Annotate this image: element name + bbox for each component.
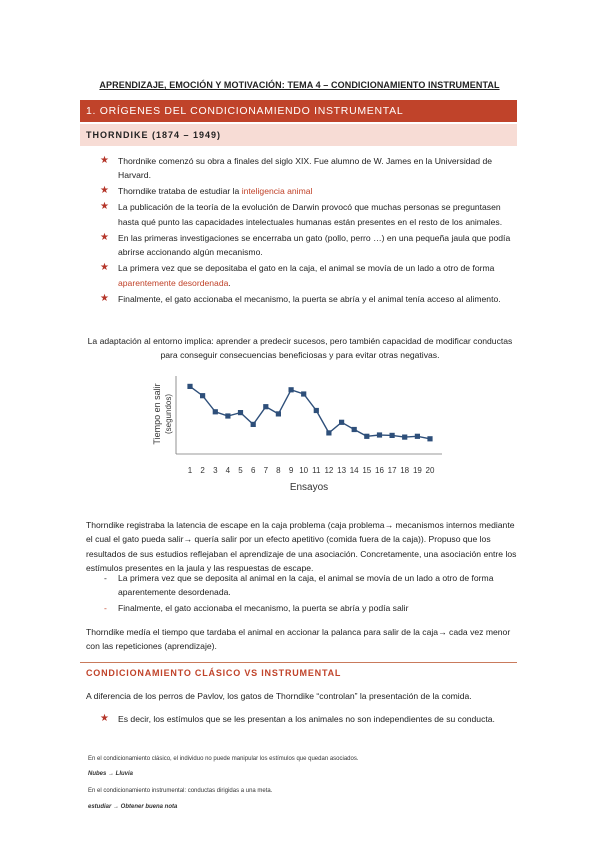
x-tick-label: 6 bbox=[250, 466, 256, 475]
x-tick-label: 14 bbox=[349, 466, 359, 475]
data-point bbox=[289, 387, 294, 392]
x-tick-label: 7 bbox=[263, 466, 269, 475]
data-point bbox=[225, 413, 230, 418]
x-tick-label: 15 bbox=[362, 466, 372, 475]
x-tick-label: 12 bbox=[324, 466, 334, 475]
data-point bbox=[415, 434, 420, 439]
small-note-classical: En el condicionamiento clásico, el individuo no puede manipular los estímulos que quedan asociados. bbox=[88, 756, 359, 762]
x-tick-label: 3 bbox=[213, 466, 218, 475]
small-example-classical: Nubes → Lluvia bbox=[88, 771, 134, 777]
measurement-paragraph: Thorndike medía el tiempo que tardaba el animal en accionar la palanca para salir de la caja→ cada vez menor con las repeticiones (aprendizaje). bbox=[86, 627, 511, 652]
list-item: - Finalmente, el gato accionaba el mecanismo, la puerta se abría y podía salir bbox=[80, 601, 520, 615]
star-icon: ★ bbox=[100, 155, 109, 166]
small-example-instrumental: estudiar → Obtener buena nota bbox=[88, 804, 178, 810]
data-point bbox=[352, 427, 357, 432]
document-title: APRENDIZAJE, EMOCIÓN Y MOTIVACIÓN: TEMA 4 – CONDICIONAMIENTO INSTRUMENTAL bbox=[99, 80, 500, 90]
y-axis-label: Tiempo en salir bbox=[152, 383, 162, 445]
data-point bbox=[200, 393, 205, 398]
data-point bbox=[187, 384, 192, 389]
data-point bbox=[238, 410, 243, 415]
star-icon: ★ bbox=[100, 292, 109, 304]
x-tick-label: 10 bbox=[299, 466, 309, 475]
highlight-text: inteligencia animal bbox=[241, 186, 313, 197]
subsection-header: THORNDIKE (1874 – 1949) bbox=[80, 124, 517, 146]
list-item: ★ Thordnike comenzó su obra a finales del siglo XIX. Fue alumno de W. James en la Universidad de Harvard. bbox=[100, 155, 493, 181]
section-divider bbox=[80, 662, 517, 663]
dash-list bbox=[80, 571, 520, 616]
data-point bbox=[339, 420, 344, 425]
pavlov-paragraph: A diferencia de los perros de Pavlov, los gatos de Thorndike “controlan” la presentación de la comida. bbox=[86, 691, 472, 701]
thorndike-bullet-list bbox=[80, 154, 520, 308]
data-point bbox=[263, 404, 268, 409]
data-point bbox=[301, 391, 306, 396]
x-tick-label: 11 bbox=[312, 466, 321, 475]
data-point bbox=[314, 408, 319, 413]
data-point bbox=[276, 411, 281, 416]
x-tick-label: 13 bbox=[337, 466, 347, 475]
data-point bbox=[427, 436, 432, 441]
y-axis-label-units: (segundos) bbox=[164, 393, 173, 435]
x-tick-label: 17 bbox=[387, 466, 397, 475]
section2-bullet-list bbox=[80, 712, 520, 726]
data-point bbox=[402, 435, 407, 440]
list-item: ★ En las primeras investigaciones se encerraba un gato (pollo, perro …) en una pequeña jaula que podía abrirse accionando algún mecanismo. bbox=[100, 231, 511, 258]
star-icon: ★ bbox=[100, 231, 109, 243]
adaptation-paragraph: La adaptación al entorno implica: aprender a predecir sucesos, pero también capacidad de modificar conductas para conseguir consecuencias beneficiosas y para evitar otras negativas. bbox=[87, 336, 513, 361]
list-item: ★ La publicación de la teoría de la evolución de Darwin provocó que muchas personas se preguntasen hasta qué punto las capacidades intelectuales humanas están presentes en el resto de los animales. bbox=[100, 201, 503, 227]
list-item: - La primera vez que se deposita al animal en la caja, el animal se movía de un lado a otro de forma aparentemente desordenada. bbox=[104, 573, 494, 598]
data-point bbox=[326, 430, 331, 435]
data-point bbox=[364, 434, 369, 439]
list-item: ★ Es decir, los estímulos que se les presentan a los animales no son independientes de su conducta. bbox=[80, 712, 520, 726]
list-item: ★ La primera vez que se depositaba el gato en la caja, el animal se movía de un lado a otro de forma aparentemente desordenada. bbox=[100, 262, 495, 288]
x-tick-label: 18 bbox=[400, 466, 410, 475]
data-point bbox=[377, 432, 382, 437]
highlight-text: aparentemente desordenada bbox=[118, 277, 229, 288]
escape-latency-chart bbox=[150, 372, 450, 498]
data-point bbox=[390, 433, 395, 438]
star-icon: ★ bbox=[100, 201, 109, 213]
x-axis-label: Ensayos bbox=[289, 482, 329, 493]
list-item: ★ Thorndike trataba de estudiar la inteligencia animal bbox=[80, 184, 520, 198]
data-point bbox=[213, 409, 218, 414]
section2-header: CONDICIONAMIENTO CLÁSICO VS INSTRUMENTAL bbox=[86, 668, 342, 678]
star-icon: ★ bbox=[100, 262, 109, 274]
x-tick-label: 4 bbox=[225, 466, 231, 475]
thorndike-paragraph: Thorndike registraba la latencia de escape en la caja problema (caja problema→ mecanismos internos mediante el cual el gato pueda salir→ quería salir por un efecto apetitivo (comida fuera de la caja)). Propuso que los resultados de sus estudios reflejaban el aprendizaje de una asociación. Concretamente, una asociación entre los estímulos presentes en la jaula y las respuestas de escape. bbox=[86, 520, 517, 574]
data-point bbox=[251, 422, 256, 427]
x-tick-label: 1 bbox=[187, 466, 193, 475]
x-tick-label: 16 bbox=[375, 466, 384, 475]
x-tick-label: 9 bbox=[288, 466, 294, 475]
x-tick-label: 19 bbox=[412, 466, 422, 475]
small-note-instrumental: En el condicionamiento instrumental: conductas dirigidas a una meta. bbox=[88, 788, 273, 794]
list-item: ★ Finalmente, el gato accionaba el mecanismo, la puerta se abría y el animal tenía acceso al alimento. bbox=[80, 292, 520, 306]
x-tick-label: 8 bbox=[276, 466, 281, 475]
section-header: 1. ORÍGENES DEL CONDICIONAMIENDO INSTRUMENTAL bbox=[80, 100, 517, 122]
dash-marker: - bbox=[104, 573, 107, 583]
star-icon: ★ bbox=[100, 713, 109, 724]
dash-marker: - bbox=[104, 602, 107, 613]
x-tick-label: 2 bbox=[200, 466, 205, 475]
x-tick-label: 20 bbox=[425, 466, 435, 475]
x-tick-label: 5 bbox=[238, 466, 243, 475]
series-line bbox=[190, 386, 430, 438]
star-icon: ★ bbox=[100, 185, 109, 197]
